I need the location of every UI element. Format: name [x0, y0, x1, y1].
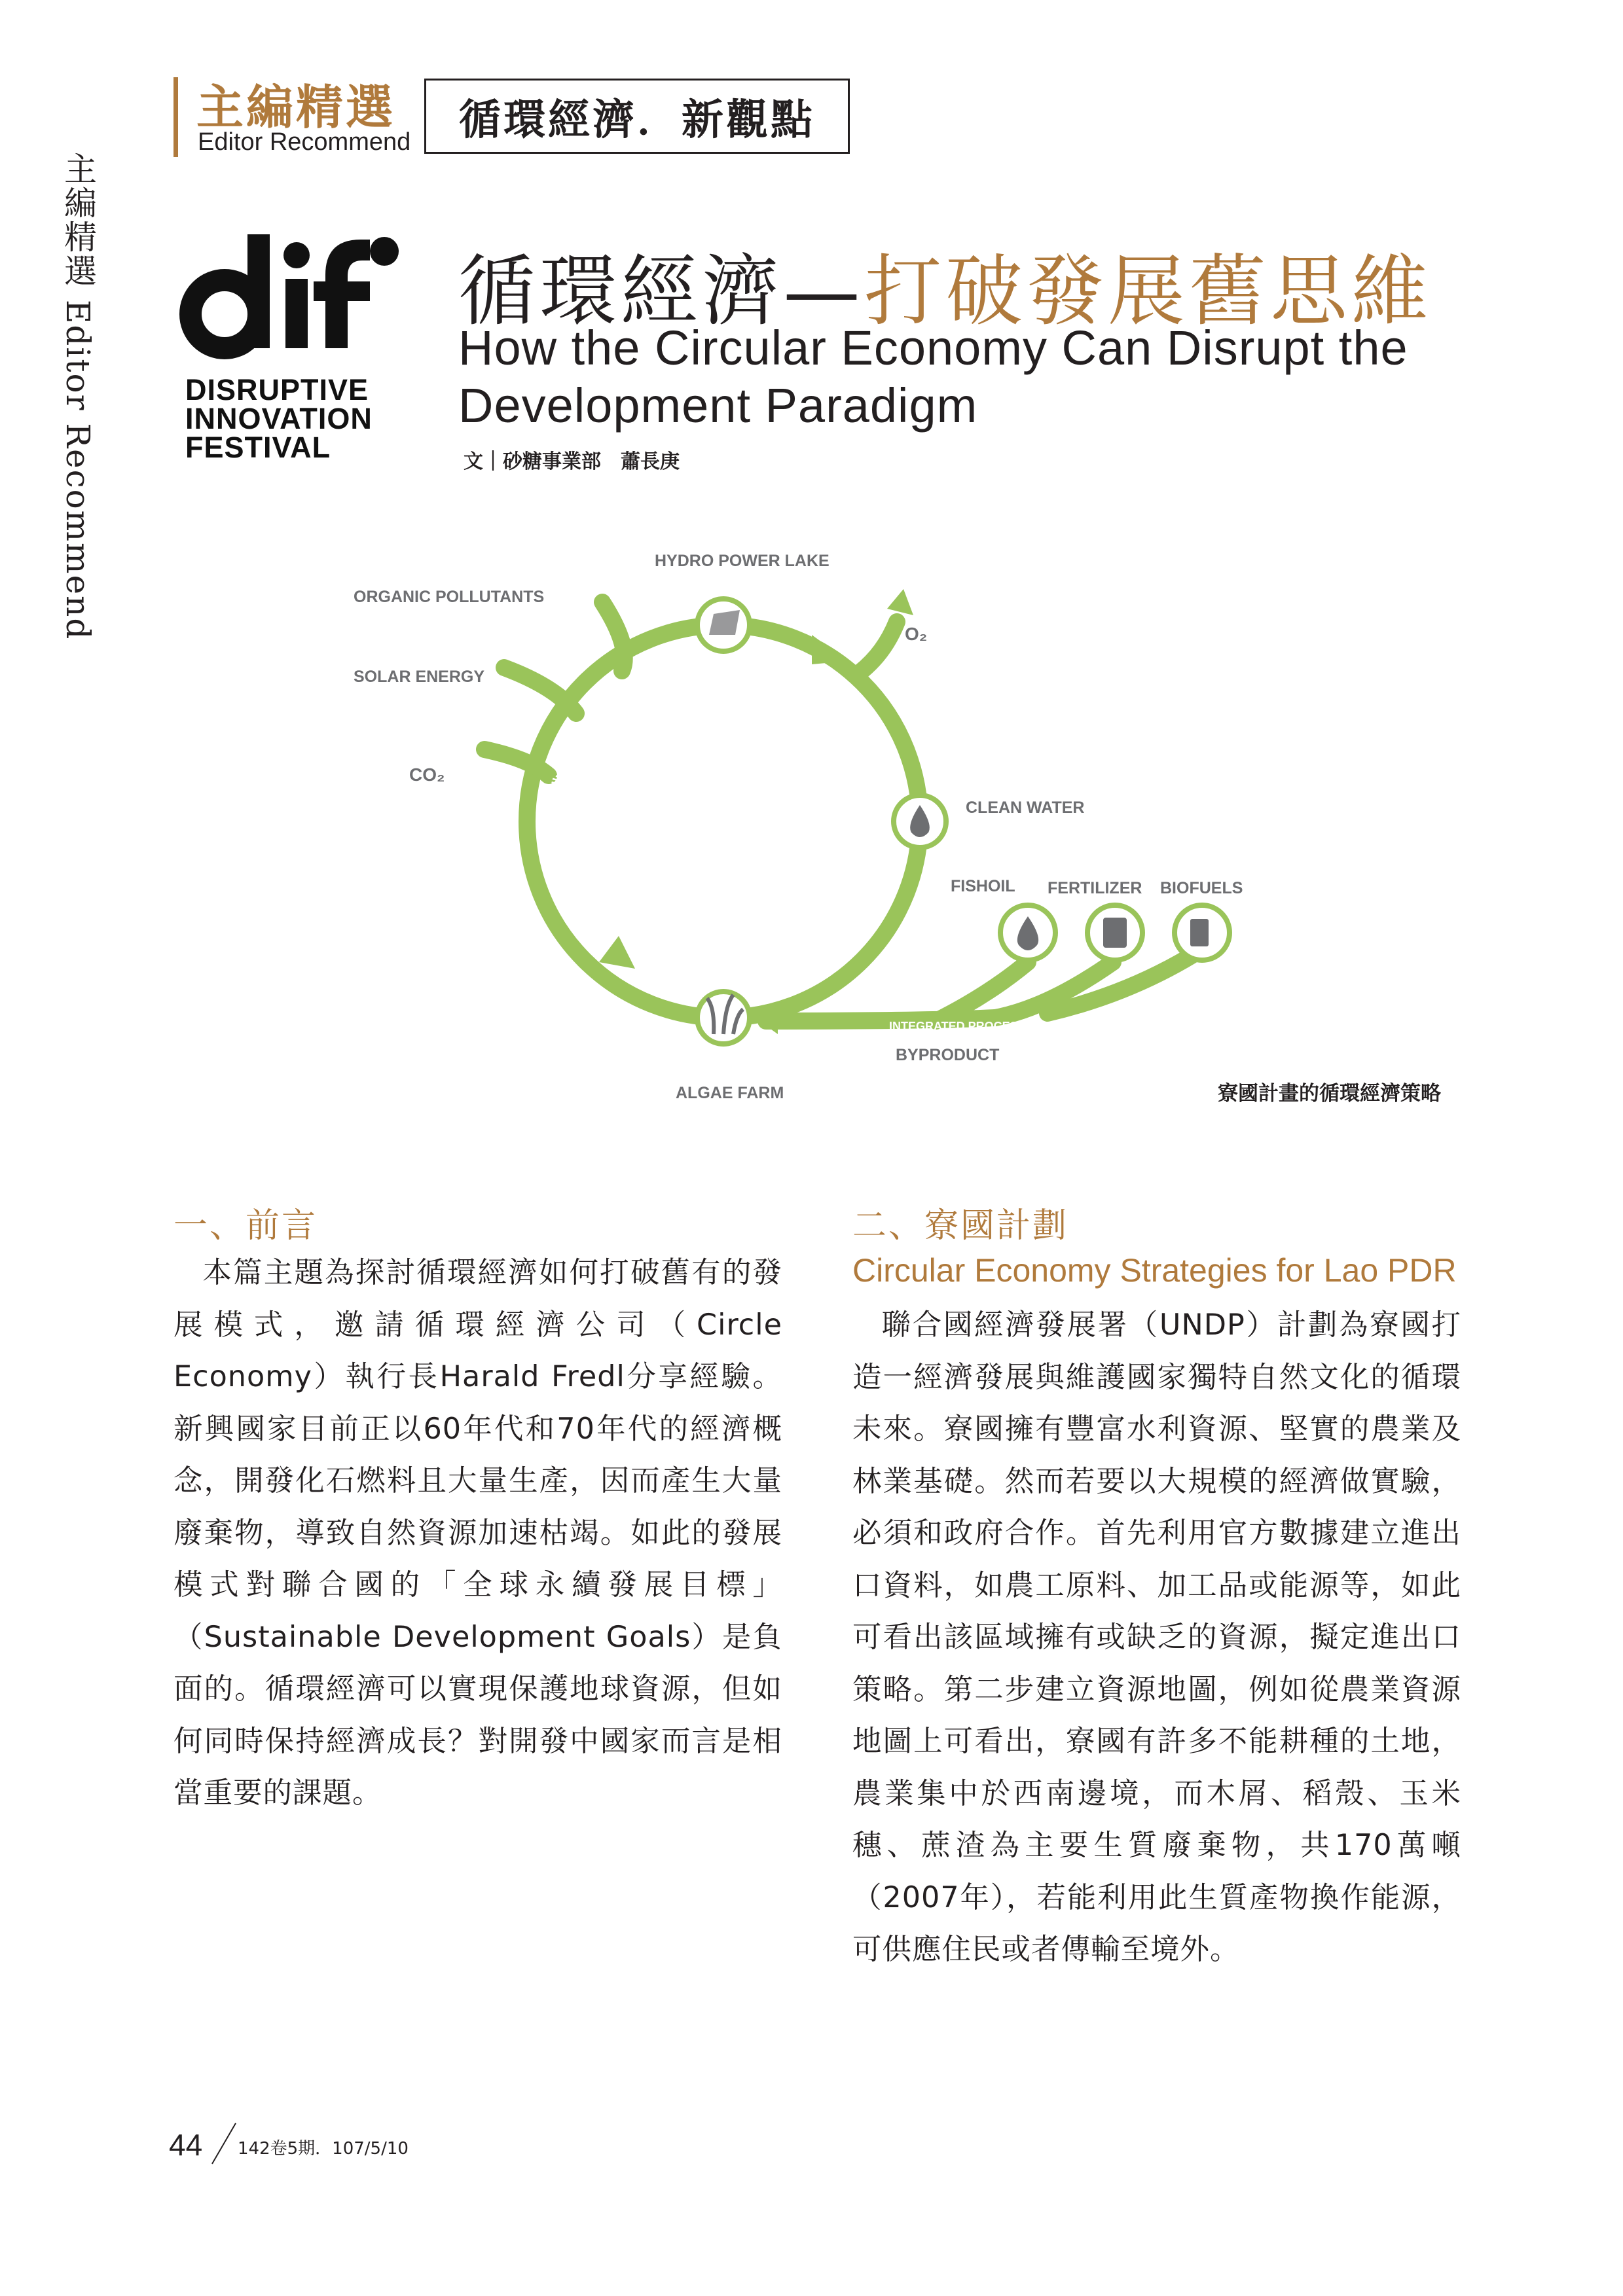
diagram-label-hydro: HYDRO POWER LAKE [655, 552, 830, 570]
article-title-en: How the Circular Economy Can Disrupt the Development Paradigm [458, 321, 1408, 433]
diagram-label-fishoil: FISHOIL [951, 877, 1015, 895]
article-title-cn-highlight: 打破發展舊思維 [864, 246, 1433, 336]
header-accent-bar [173, 77, 178, 157]
dif-logo-f-dot [370, 237, 399, 266]
circular-economy-diagram [340, 537, 1322, 1126]
article-title-cn-prefix: 循環經濟— [458, 246, 865, 336]
diagram-arc-textpath: Organic polluted water [545, 717, 593, 853]
column-label-box: 循環經濟．新觀點 [424, 79, 850, 154]
diagram-label-o2: O₂ [905, 624, 928, 644]
diagram-label-fertilizer: FERTILIZER [1048, 879, 1142, 897]
section-title: 主編精選 [196, 80, 396, 135]
diagram-label-solar: SOLAR ENERGY [354, 668, 485, 686]
issue-info: 142卷5期．107/5/10 [238, 2139, 409, 2159]
section2-heading: 二、寮國計劃 [852, 1206, 1069, 1246]
diagram-label-co2: CO₂ [409, 764, 445, 785]
dif-logo-i-stem [285, 279, 308, 348]
diagram-label-biofuels: BIOFUELS [1160, 879, 1243, 897]
dif-logo-d-stem [247, 234, 270, 348]
dif-logo-name: DISRUPTIVE INNOVATION FESTIVAL [185, 373, 373, 464]
diagram-arrow-left [599, 936, 635, 969]
section2-body: 聯合國經濟發展署（UNDP）計劃為寮國打造一經濟發展與維護國家獨特自然文化的循環未來。寮國擁有豐富水利資源、堅實的農業及林業基礎。然而若要以大規模的經濟做實驗，必須和政府合作。首先利用官方數據建立進出口資料，如農工原料、加工品或能源等，如此可看出該區域擁有或缺乏的資源，擬定進出口策略。第二步建立資源地圖，例如從農業資源地圖上可看出，寮國有許多不能耕種的土地，農業集中於西南邊境，而木屑、稻殼、玉米穗、蔗渣為主要生質廢棄物，共170萬噸（2007年），若能利用此生質產物換作能源，可供應住民或者傳輸至境外。 [852, 1308, 1461, 1966]
diagram-label-organic: ORGANIC POLLUTANTS [354, 588, 545, 606]
section2-subheading: Circular Economy Strategies for Lao PDR [852, 1252, 1457, 1289]
figure-caption: 寮國計畫的循環經濟策略 [1218, 1082, 1441, 1105]
section1-body: 本篇主題為探討循環經濟如何打破舊有的發展模式，邀請循環經濟公司（Circle Economy）執行長Harald Fredl分享經驗。新興國家目前正以60年代和70年代的經濟概念，開發化石燃料且大量生產，因而產生大量廢棄物，導致自然資源加速枯竭。如此的發展模式對聯合國的「全球永續發展目標」（Sustainable Development Goals）是負面的。循環經濟可以實現保護地球資源，但如何同時保持經濟成長？對開發中國家而言是相當重要的課題。 [173, 1256, 782, 1810]
diagram-label-byproduct: BYPRODUCT [896, 1046, 1000, 1064]
dif-logo-i-dot [283, 242, 310, 268]
page-separator-slash [208, 2121, 241, 2166]
diagram-branch-o2 [858, 622, 897, 674]
dif-logo-f-bar [314, 281, 370, 301]
side-section-label: 主編精選 Editor Recommend [59, 152, 97, 641]
article-byline: 文｜砂糖事業部 蕭長庚 [464, 450, 680, 473]
diagram-label-algae: ALGAE FARM [676, 1084, 784, 1102]
diagram-label-clean-water: CLEAN WATER [966, 798, 1085, 817]
fuel-pump-icon [1190, 919, 1209, 946]
diagram-arrow-top [812, 635, 848, 664]
diagram-label-integrated: INTEGRATED PROCESS [889, 1020, 1026, 1033]
diagram-main-ring [527, 625, 920, 1018]
fertilizer-bag-icon [1103, 918, 1127, 948]
diagram-branch-solar [504, 668, 576, 713]
diagram-arrow-o2 [887, 589, 913, 615]
section1-heading: 一、前言 [173, 1206, 318, 1246]
page-number: 44 [169, 2128, 203, 2162]
section-subtitle: Editor Recommend [198, 128, 411, 156]
